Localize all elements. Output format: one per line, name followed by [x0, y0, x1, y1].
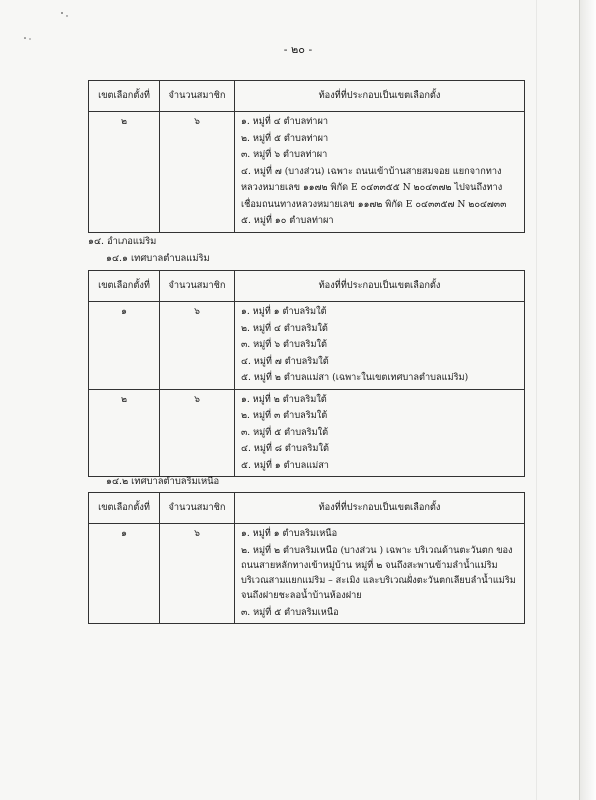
table-row [89, 302, 525, 390]
area-list [235, 112, 525, 233]
zone-number: ๑ [89, 302, 160, 390]
area-item: ๕. หมู่ที่ ๑ ตำบลแม่สา [241, 459, 329, 471]
member-count: ๖ [160, 524, 235, 624]
table-row [89, 524, 525, 624]
area-item: ๕. หมู่ที่ ๑๐ ตำบลท่าผา [241, 215, 334, 226]
zone-number: ๒ [89, 112, 160, 233]
table-row [89, 112, 525, 233]
member-count: ๖ [160, 389, 235, 477]
area-item: ๑. หมู่ที่ ๒ ตำบลริมใต้ [241, 393, 327, 405]
member-count: ๖ [160, 302, 235, 390]
area-list [235, 389, 525, 477]
area-item: ๑. หมู่ที่ ๔ ตำบลท่าผา [241, 116, 328, 127]
area-item: ๔. หมู่ที่ ๗ (บางส่วน) เฉพาะ ถนนเข้าบ้านสายสมจอย แยกจากทาง [241, 165, 502, 177]
section-heading-district: ๑๔. อำเภอแม่ริม [88, 236, 157, 247]
area-item: ๔. หมู่ที่ ๗ ตำบลริมใต้ [241, 355, 329, 367]
header-areas: ท้องที่ที่ประกอบเป็นเขตเลือกตั้ง [235, 271, 525, 302]
area-item: ๒. หมู่ที่ ๓ ตำบลริมใต้ [241, 410, 328, 421]
area-item: ๔. หมู่ที่ ๘ ตำบลริมใต้ [241, 443, 329, 454]
area-item: ๓. หมู่ที่ ๖ ตำบลริมใต้ [241, 339, 327, 350]
area-item: หลวงหมายเลข ๑๑๗๒ พิกัด E ๐๔๓๓๕๕ N ๒๐๔๓๗๒ ไปจนถึงทาง [241, 182, 503, 193]
area-item: ๓. หมู่ที่ ๕ ตำบลริมเหนือ [241, 606, 339, 618]
header-members: จำนวนสมาชิก [160, 493, 235, 524]
member-count: ๖ [160, 112, 235, 233]
area-item: ๓. หมู่ที่ ๕ ตำบลริมใต้ [241, 426, 329, 438]
section-heading-municipality: ๑๔.๒ เทศบาลตำบลริมเหนือ [106, 476, 220, 487]
header-zone: เขตเลือกตั้งที่ [89, 271, 160, 302]
table-header-row [89, 81, 525, 112]
header-members: จำนวนสมาชิก [160, 271, 235, 302]
area-item: ๓. หมู่ที่ ๖ ตำบลท่าผา [241, 149, 328, 160]
area-item: ๕. หมู่ที่ ๒ ตำบลแม่สา (เฉพาะในเขตเทศบาลตำบลแม่ริม) [241, 372, 469, 383]
section-heading-municipality: ๑๔.๑ เทศบาลตำบลแม่ริม [106, 253, 210, 264]
area-item: เชื่อมถนนทางหลวงหมายเลข ๑๑๗๒ พิกัด E ๐๔๓๓๕๗ N ๒๐๔๗๓๓ [241, 198, 507, 210]
header-areas: ท้องที่ที่ประกอบเป็นเขตเลือกตั้ง [235, 493, 525, 524]
area-list [235, 302, 525, 390]
area-item: ๒. หมู่ที่ ๕ ตำบลท่าผา [241, 132, 329, 144]
election-zone-table-2 [88, 270, 525, 477]
area-item: ๑. หมู่ที่ ๑ ตำบลริมเหนือ [241, 528, 338, 539]
table-header-row [89, 493, 525, 524]
area-list [235, 524, 525, 624]
area-item: ๒. หมู่ที่ ๔ ตำบลริมใต้ [241, 322, 328, 334]
election-zone-table-3 [88, 492, 525, 624]
header-zone: เขตเลือกตั้งที่ [89, 81, 160, 112]
area-item: ๒. หมู่ที่ ๒ ตำบลริมเหนือ (บางส่วน ) เฉพาะ บริเวณด้านตะวันตก ของถนนสายหลักทางเข้าหมู่บ้าน หมู่ที่ ๒ จนถึงสะพานข้ามลำน้ำแม่ริมบริเวณสามแยกแม่ริม – สะเมิง และบริเวณฝั่งตะวันตกเลียบลำน้ำแม่ริมจนถึงฝายชะลอน้ำบ้านห้องฝาย [241, 544, 516, 601]
header-members: จำนวนสมาชิก [160, 81, 235, 112]
area-item: ๑. หมู่ที่ ๑ ตำบลริมใต้ [241, 306, 327, 317]
election-zone-table-1 [88, 80, 525, 233]
table-row [89, 389, 525, 477]
header-zone: เขตเลือกตั้งที่ [89, 493, 160, 524]
page-fold-line [536, 0, 537, 800]
table-header-row [89, 271, 525, 302]
zone-number: ๑ [89, 524, 160, 624]
zone-number: ๒ [89, 389, 160, 477]
header-areas: ท้องที่ที่ประกอบเป็นเขตเลือกตั้ง [235, 81, 525, 112]
page-number: - ๒๐ - [283, 43, 313, 56]
page-edge [579, 0, 596, 800]
